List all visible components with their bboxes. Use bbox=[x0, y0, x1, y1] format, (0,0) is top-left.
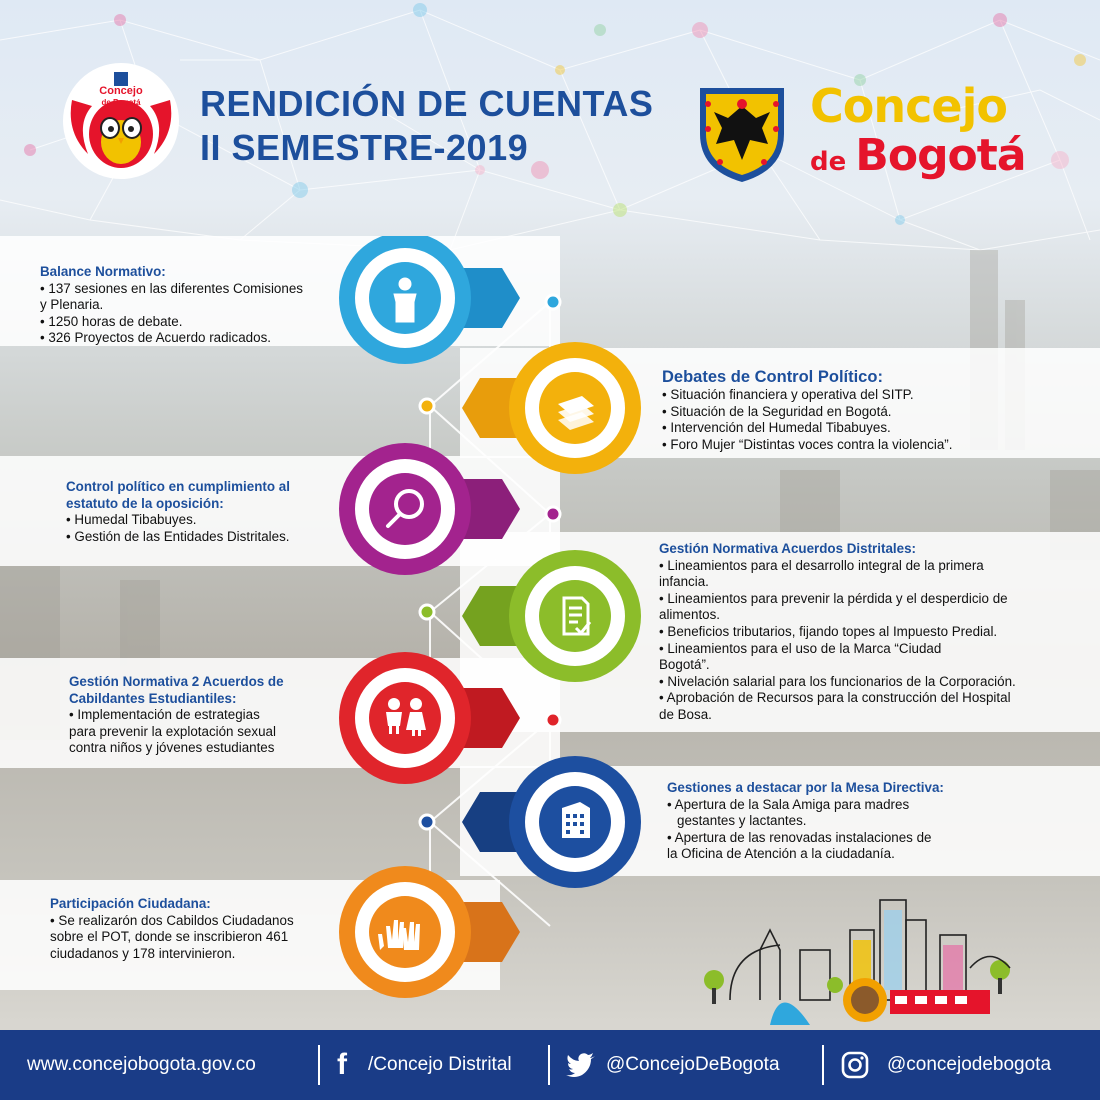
section-line: • Lineamientos para el uso de la Marca “Ciudad bbox=[659, 640, 942, 656]
step-1 bbox=[339, 236, 560, 364]
section-heading: Participación Ciudadana: bbox=[50, 896, 211, 911]
section-heading-2: estatuto de la oposición: bbox=[66, 495, 224, 511]
footer-bar bbox=[0, 1030, 1100, 1100]
timeline bbox=[330, 236, 660, 1006]
instagram-icon[interactable] bbox=[841, 1051, 869, 1079]
section-acuerdos-distritales bbox=[659, 541, 1079, 724]
section-line: • Gestión de las Entidades Distritales. bbox=[66, 528, 290, 544]
section-line: • Situación financiera y operativa del SITP. bbox=[662, 387, 914, 402]
section-line: • Situación de la Seguridad en Bogotá. bbox=[662, 403, 892, 419]
building-icon bbox=[562, 802, 590, 838]
bogota-shield-icon bbox=[696, 84, 788, 184]
footer-facebook-link[interactable]: /Concejo Distrital bbox=[368, 1054, 512, 1075]
mascot-text-1: Concejo bbox=[99, 85, 143, 97]
step-5 bbox=[339, 652, 560, 784]
footer-divider bbox=[318, 1045, 320, 1085]
section-line: infancia. bbox=[659, 574, 709, 590]
footer-website-link[interactable]: www.concejobogota.gov.co bbox=[27, 1054, 256, 1075]
section-heading-1: Gestión Normativa 2 Acuerdos de bbox=[69, 674, 284, 689]
title-line-2: II SEMESTRE-2019 bbox=[200, 127, 529, 168]
concejo-brand-logo bbox=[810, 79, 1026, 181]
section-cabildantes bbox=[69, 674, 349, 757]
section-line: de Bosa. bbox=[659, 706, 712, 722]
step-4 bbox=[420, 550, 641, 682]
step-3 bbox=[339, 443, 560, 575]
section-heading-2: Cabildantes Estudiantiles: bbox=[69, 690, 237, 706]
section-control-oposicion bbox=[66, 479, 346, 545]
footer-instagram-link[interactable]: @concejodebogota bbox=[887, 1054, 1052, 1075]
page-title bbox=[200, 82, 653, 170]
section-line: • Aprobación de Recursos para la construcción del Hospital bbox=[659, 690, 1011, 706]
section-line: • Beneficios tributarios, fijando topes al Impuesto Predial. bbox=[659, 623, 998, 639]
section-line: gestantes y lactantes. bbox=[677, 813, 807, 829]
twitter-icon[interactable] bbox=[566, 1053, 596, 1077]
section-line: • Lineamientos para el desarrollo integral de la primera bbox=[659, 557, 984, 573]
section-line: • Foro Mujer “Distintas voces contra la violencia”. bbox=[662, 436, 953, 452]
section-line: para prevenir la explotación sexual bbox=[69, 723, 276, 739]
section-line: • Nivelación salarial para los funcionarios de la Corporación. bbox=[659, 673, 1016, 689]
section-heading: Gestión Normativa Acuerdos Distritales: bbox=[659, 541, 916, 556]
step-7 bbox=[339, 866, 520, 998]
section-line: y Plenaria. bbox=[40, 297, 104, 313]
section-mesa-directiva bbox=[667, 780, 1087, 863]
owl-mascot-logo bbox=[62, 62, 180, 180]
facebook-icon[interactable]: f bbox=[337, 1048, 347, 1081]
section-heading-1: Control político en cumplimiento al bbox=[66, 479, 290, 494]
section-line: contra niños y jóvenes estudiantes bbox=[69, 740, 275, 756]
mascot-text-2: de Bogotá bbox=[101, 98, 141, 107]
section-line: • 1250 horas de debate. bbox=[40, 313, 183, 329]
section-heading: Debates de Control Político: bbox=[662, 368, 883, 386]
footer-divider bbox=[548, 1045, 550, 1085]
section-line: la Oficina de Atención a la ciudadanía. bbox=[667, 846, 895, 862]
footer-twitter-link[interactable]: @ConcejoDeBogota bbox=[606, 1054, 780, 1075]
section-heading: Balance Normativo: bbox=[40, 264, 166, 279]
brand-line-1: Concejo bbox=[810, 79, 1007, 133]
step-2 bbox=[420, 342, 641, 474]
section-line: • Implementación de estrategias bbox=[69, 707, 260, 723]
title-line-1: RENDICIÓN DE CUENTAS bbox=[200, 83, 654, 124]
brand-de: de bbox=[810, 147, 856, 177]
section-line: • Lineamientos para prevenir la pérdida y el desperdicio de bbox=[659, 590, 1008, 606]
section-line: Bogotá”. bbox=[659, 657, 710, 673]
section-line: • Apertura de la Sala Amiga para madres bbox=[667, 796, 910, 812]
section-line: • 326 Proyectos de Acuerdo radicados. bbox=[40, 330, 271, 346]
section-line: • Apertura de las renovadas instalaciones de bbox=[667, 829, 932, 845]
section-line: alimentos. bbox=[659, 607, 721, 623]
section-line: • Intervención del Humedal Tibabuyes. bbox=[662, 420, 891, 436]
footer-divider bbox=[822, 1045, 824, 1085]
section-line: • 137 sesiones en las diferentes Comisiones bbox=[40, 280, 303, 296]
section-line: • Se realizarón dos Cabildos Ciudadanos bbox=[50, 912, 294, 928]
section-participacion bbox=[50, 896, 340, 962]
step-6 bbox=[420, 756, 641, 888]
section-line: • Humedal Tibabuyes. bbox=[66, 512, 197, 528]
section-line: ciudadanos y 178 intervinieron. bbox=[50, 945, 236, 961]
section-line: sobre el POT, donde se inscribieron 461 bbox=[50, 929, 289, 945]
brand-bogota: Bogotá bbox=[855, 130, 1026, 181]
city-skyline-illustration bbox=[700, 890, 1030, 1025]
section-balance-normativo bbox=[40, 264, 340, 347]
section-debates-control bbox=[662, 368, 1082, 453]
section-heading: Gestiones a destacar por la Mesa Directiva: bbox=[667, 780, 944, 795]
